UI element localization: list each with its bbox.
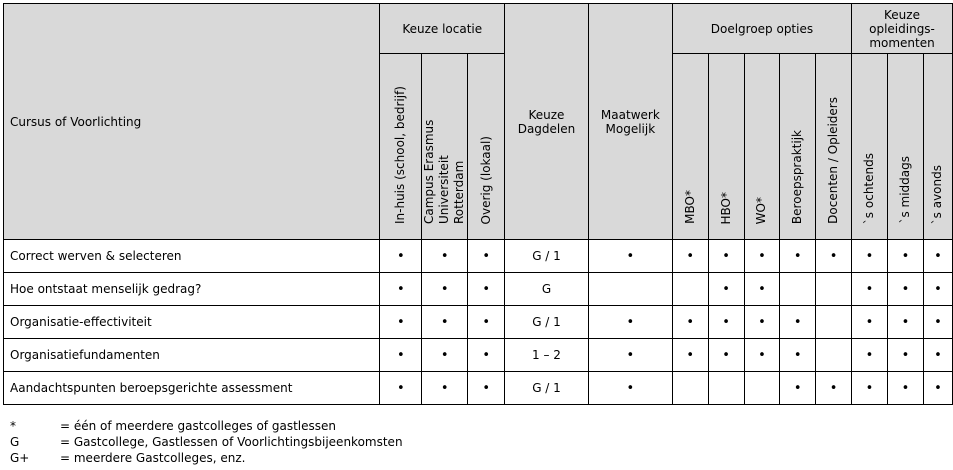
header-moment-ochtends <box>852 54 888 240</box>
course-name: Organisatiefundamenten <box>4 339 380 372</box>
moment-mark-0: • <box>852 372 888 405</box>
doelgroep-mark-2: • <box>744 306 780 339</box>
header-opleidingsmomenten-label: Keuze opleidings-momenten <box>869 7 935 50</box>
legend-key: * <box>10 419 16 433</box>
location-mark-1: • <box>422 372 468 405</box>
header-doel-mbo <box>672 54 708 240</box>
location-mark-2: • <box>468 339 505 372</box>
location-mark-0: • <box>380 273 422 306</box>
location-mark-0: • <box>380 372 422 405</box>
header-dagdelen-label: Keuze Dagdelen <box>517 107 576 136</box>
header-moment-ochtends-label: `s ochtends <box>862 152 876 224</box>
doelgroep-mark-3: • <box>780 240 816 273</box>
course-table <box>3 3 953 405</box>
location-mark-0: • <box>380 339 422 372</box>
header-moment-avonds-label: `s avonds <box>930 164 945 224</box>
maatwerk-mark: • <box>588 306 672 339</box>
header-doel-beroepspraktijk-label: Beroepspraktijk <box>790 129 805 224</box>
moment-mark-0: • <box>852 273 888 306</box>
legend <box>10 418 403 466</box>
doelgroep-mark-4 <box>816 306 852 339</box>
header-maatwerk <box>588 4 672 240</box>
course-name: Organisatie-effectiviteit <box>4 306 380 339</box>
moment-mark-2: • <box>923 240 952 273</box>
header-doel-hbo-label: HBO* <box>718 191 733 224</box>
doelgroep-mark-3: • <box>780 339 816 372</box>
location-mark-0: • <box>380 306 422 339</box>
maatwerk-mark <box>588 273 672 306</box>
header-opleidingsmomenten <box>852 4 953 54</box>
doelgroep-mark-4: • <box>816 372 852 405</box>
doelgroep-mark-1: • <box>708 306 744 339</box>
moment-mark-0: • <box>852 240 888 273</box>
moment-mark-1: • <box>887 372 923 405</box>
doelgroep-mark-0 <box>672 372 708 405</box>
legend-text: = Gastcollege, Gastlessen of Voorlichtingsbijeenkomsten <box>60 435 403 449</box>
header-doel-mbo-label: MBO* <box>682 190 697 224</box>
moment-mark-2: • <box>923 306 952 339</box>
header-doel-hbo <box>708 54 744 240</box>
legend-item <box>10 434 403 450</box>
doelgroep-mark-3: • <box>780 306 816 339</box>
doelgroep-mark-1 <box>708 372 744 405</box>
course-name: Aandachtspunten beroepsgerichte assessment <box>4 372 380 405</box>
header-loc-overig-label: Overig (lokaal) <box>478 135 493 224</box>
moment-mark-2: • <box>923 273 952 306</box>
doelgroep-mark-2: • <box>744 273 780 306</box>
doelgroep-mark-2 <box>744 372 780 405</box>
doelgroep-mark-1: • <box>708 240 744 273</box>
moment-mark-2: • <box>923 339 952 372</box>
doelgroep-mark-2: • <box>744 339 780 372</box>
table-row <box>4 240 953 273</box>
maatwerk-mark: • <box>588 339 672 372</box>
doelgroep-mark-0: • <box>672 306 708 339</box>
dagdelen-value: G <box>505 273 589 306</box>
header-doelgroep-opties: Doelgroep opties <box>672 4 851 54</box>
header-moment-middags-label: `s middags <box>897 156 912 224</box>
doelgroep-mark-0 <box>672 273 708 306</box>
doelgroep-mark-1: • <box>708 339 744 372</box>
course-name: Correct werven & selecteren <box>4 240 380 273</box>
doelgroep-mark-0: • <box>672 339 708 372</box>
dagdelen-value: G / 1 <box>505 372 589 405</box>
course-name: Hoe ontstaat menselijk gedrag? <box>4 273 380 306</box>
doelgroep-mark-4 <box>816 273 852 306</box>
doelgroep-mark-1: • <box>708 273 744 306</box>
legend-text: = meerdere Gastcolleges, enz. <box>60 451 246 465</box>
header-loc-inhuis <box>380 54 422 240</box>
legend-key: G <box>10 435 20 449</box>
dagdelen-value: G / 1 <box>505 306 589 339</box>
doelgroep-mark-2: • <box>744 240 780 273</box>
legend-item <box>10 418 403 434</box>
moment-mark-0: • <box>852 306 888 339</box>
header-course: Cursus of Voorlichting <box>4 4 380 240</box>
header-doel-docenten <box>816 54 852 240</box>
maatwerk-mark: • <box>588 240 672 273</box>
moment-mark-2: • <box>923 372 952 405</box>
moment-mark-1: • <box>887 273 923 306</box>
header-doel-wo-label: WO* <box>754 196 769 224</box>
moment-mark-1: • <box>887 306 923 339</box>
location-mark-1: • <box>422 273 468 306</box>
header-loc-campus <box>422 54 468 240</box>
legend-text: = één of meerdere gastcolleges of gastlessen <box>60 419 336 433</box>
table-row <box>4 306 953 339</box>
doelgroep-mark-4: • <box>816 240 852 273</box>
header-maatwerk-label: Maatwerk Mogelijk <box>600 107 660 136</box>
header-loc-campus-label: Campus Erasmus Universiteit Rotterdam <box>422 119 467 224</box>
header-doel-beroepspraktijk <box>780 54 816 240</box>
dagdelen-value: 1 – 2 <box>505 339 589 372</box>
table-header <box>4 4 953 240</box>
dagdelen-value: G / 1 <box>505 240 589 273</box>
location-mark-1: • <box>422 339 468 372</box>
doelgroep-mark-3: • <box>780 372 816 405</box>
location-mark-1: • <box>422 240 468 273</box>
table-row <box>4 372 953 405</box>
location-mark-2: • <box>468 372 505 405</box>
location-mark-2: • <box>468 306 505 339</box>
doelgroep-mark-4 <box>816 339 852 372</box>
table-row <box>4 273 953 306</box>
table-row <box>4 339 953 372</box>
table-body <box>4 240 953 405</box>
header-doel-wo <box>744 54 780 240</box>
header-loc-overig <box>468 54 505 240</box>
maatwerk-mark: • <box>588 372 672 405</box>
location-mark-1: • <box>422 306 468 339</box>
header-moment-avonds <box>923 54 952 240</box>
header-moment-middags <box>887 54 923 240</box>
moment-mark-1: • <box>887 339 923 372</box>
location-mark-0: • <box>380 240 422 273</box>
moment-mark-1: • <box>887 240 923 273</box>
doelgroep-mark-3 <box>780 273 816 306</box>
location-mark-2: • <box>468 273 505 306</box>
location-mark-2: • <box>468 240 505 273</box>
doelgroep-mark-0: • <box>672 240 708 273</box>
header-loc-inhuis-label: In-huis (school, bedrijf) <box>393 86 408 224</box>
legend-key: G+ <box>10 451 30 465</box>
header-keuze-locatie: Keuze locatie <box>380 4 505 54</box>
header-keuze-dagdelen <box>505 4 589 240</box>
moment-mark-0: • <box>852 339 888 372</box>
header-doel-docenten-label: Docenten / Opleiders <box>826 97 841 224</box>
legend-item <box>10 450 403 466</box>
